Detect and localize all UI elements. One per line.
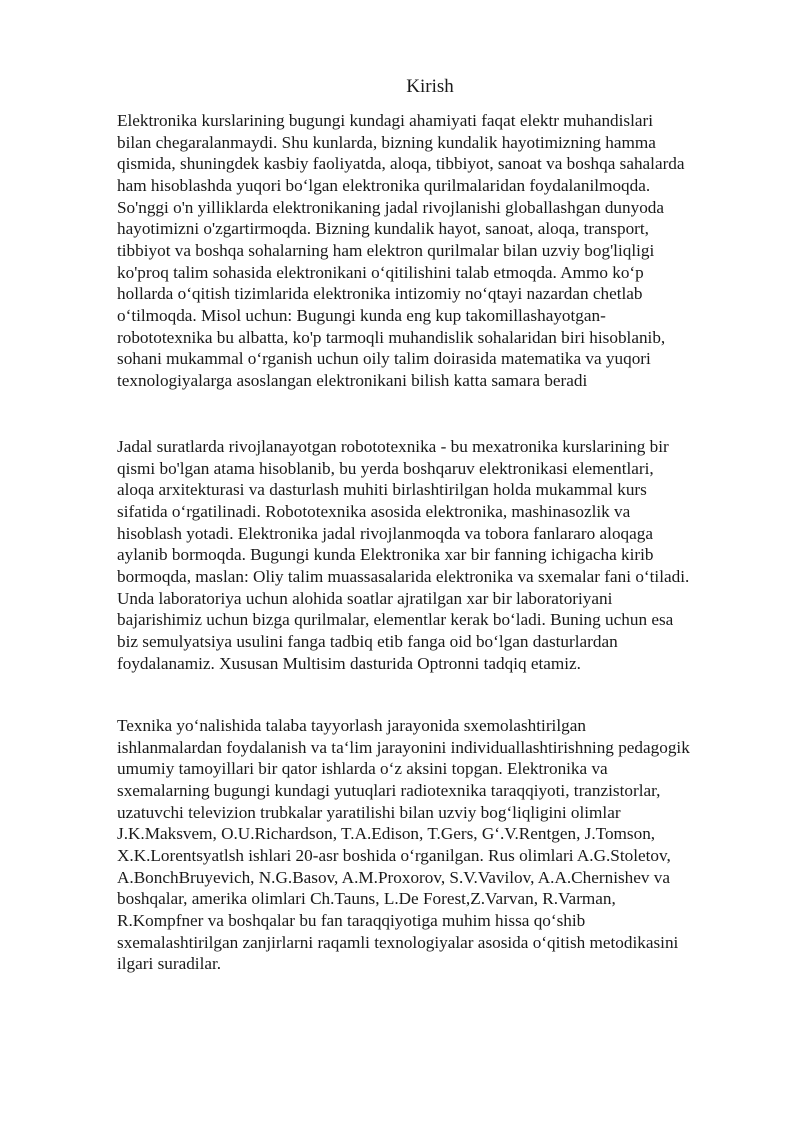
text-line: hollarda oʻqitish tizimlarida elektronika intizomiy noʻqtayi nazardan chetlab (117, 284, 643, 304)
text-line: oʻtilmoqda. Misol uchun: Bugungi kunda eng kup takomillashayotgan- (117, 305, 606, 325)
text-line: ko'proq talim sohasida elektronikani oʻqitilishini talab etmoqda. Ammo koʻp (117, 262, 644, 282)
text-line: ham hisoblashda yuqori boʻlgan elektronika qurilmalaridan foydalanilmoqda. (117, 175, 651, 195)
text-line: Elektronika kurslarining bugungi kundagi ahamiyati faqat elektr muhandislari (117, 111, 654, 130)
text-line: Unda laboratoriya uchun alohida soatlar ajratilgan xar bir laboratoriyani (117, 588, 613, 608)
text-line: sohani mukammal oʻrganish uchun oily talim doirasida matematika va yuqori (117, 349, 651, 369)
text-line: hisoblash yotadi. Elektronika jadal rivojlanmoqda va tobora fanlararo aloqaga (117, 523, 653, 543)
text-line: bormoqda, maslan: Oliy talim muassasalarida elektronika va sxemalar fani oʻtiladi. (117, 566, 690, 586)
paragraph-2 (117, 436, 757, 674)
text-line: sxemalarning bugungi kundagi yutuqlari radiotexnika taraqqiyoti, tranzistorlar, (117, 780, 661, 800)
text-line: boshqalar, amerika olimlari Ch.Tauns, L.De Forest,Z.Varvan, R.Varman, (117, 889, 616, 909)
text-line: texnologiyalarga asoslangan elektronikani bilish katta samara beradi (117, 370, 588, 390)
text-line: bajarishimiz uchun bizga qurilmalar, elementlar kerak boʻladi. Buning uchun esa (117, 610, 674, 630)
paragraph-1 (117, 110, 757, 392)
text-line: aloqa arxitekturasi va dasturlash muhiti birlashtirilgan holda mukammal kurs (117, 480, 647, 500)
text-line: uzatuvchi televizion trubkalar yaratilishi bilan uzviy bogʻliqligini olimlar (117, 802, 621, 822)
text-line: hayotimizni o'zgartirmoqda. Bizning kundalik hayot, sanoat, aloqa, transport, (117, 219, 649, 239)
text-line: ilgari suradilar. (117, 954, 222, 974)
text-line: umumiy tamoyillari bir qator ishlarda oʻz aksini topgan. Elektronika va (117, 759, 608, 779)
text-line: tibbiyot va boshqa sohalarning ham elektron qurilmalar bilan uzviy bog'liqligi (117, 240, 655, 260)
text-line: Jadal suratlarda rivojlanayotgan robototexnika - bu mexatronika kurslarining bir (117, 437, 669, 456)
text-line: sxemalashtirilgan zanjirlarni raqamli texnologiyalar asosida oʻqitish metodikasini (117, 932, 679, 952)
text-line: A.BonchBruyevich, N.G.Basov, A.M.Proxorov, S.V.Vavilov, A.A.Chernishev va (117, 867, 670, 887)
text-line: aylanib bormoqda. Bugungi kunda Elektronika xar bir fanning ichigacha kirib (117, 545, 654, 565)
text-line: biz semulyatsiya usulini fanga tadbiq etib fanga oid boʻlgan dasturlardan (117, 631, 618, 651)
text-line: foydalanamiz. Xususan Multisim dasturida Optronni tadqiq etamiz. (117, 653, 581, 673)
text-line: qismi bo'lgan atama hisoblanib, bu yerda boshqaruv elektronikasi elementlari, (117, 458, 654, 478)
text-line: R.Kompfner va boshqalar bu fan taraqqiyotiga muhim hissa qoʻshib (117, 910, 586, 930)
text-line: ishlanmalardan foydalanish va taʻlim jarayonini individuallashtirishning pedagogik (117, 737, 690, 757)
text-line: J.K.Maksvem, O.U.Richardson, T.A.Edison, T.Gers, Gʻ.V.Rentgen, J.Tomson, (117, 824, 656, 844)
text-line: So'nggi o'n yilliklarda elektronikaning jadal rivojlanishi globallashgan dunyoda (117, 197, 665, 217)
text-line: robototexnika bu albatta, ko'p tarmoqli muhandislik sohalaridan biri hisoblanib, (117, 327, 666, 347)
page-title: Kirish (406, 76, 454, 97)
text-line: X.K.Lorentsyatlsh ishlari 20-asr boshida oʻrganilgan. Rus olimlari A.G.Stoletov, (117, 845, 671, 865)
text-line: qismida, shuningdek kasbiy faoliyatda, aloqa, tibbiyot, sanoat va boshqa sahalarda (117, 154, 685, 174)
paragraph-3 (117, 715, 757, 975)
text-line: bilan chegaralanmaydi. Shu kunlarda, bizning kundalik hayotimizning hamma (117, 132, 656, 152)
text-line: sifatida oʻrgatilinadi. Robototexnika asosida elektronika, mashinasozlik va (117, 501, 631, 521)
text-line: Texnika yoʻnalishida talaba tayyorlash jarayonida sxemolashtirilgan (117, 716, 586, 735)
